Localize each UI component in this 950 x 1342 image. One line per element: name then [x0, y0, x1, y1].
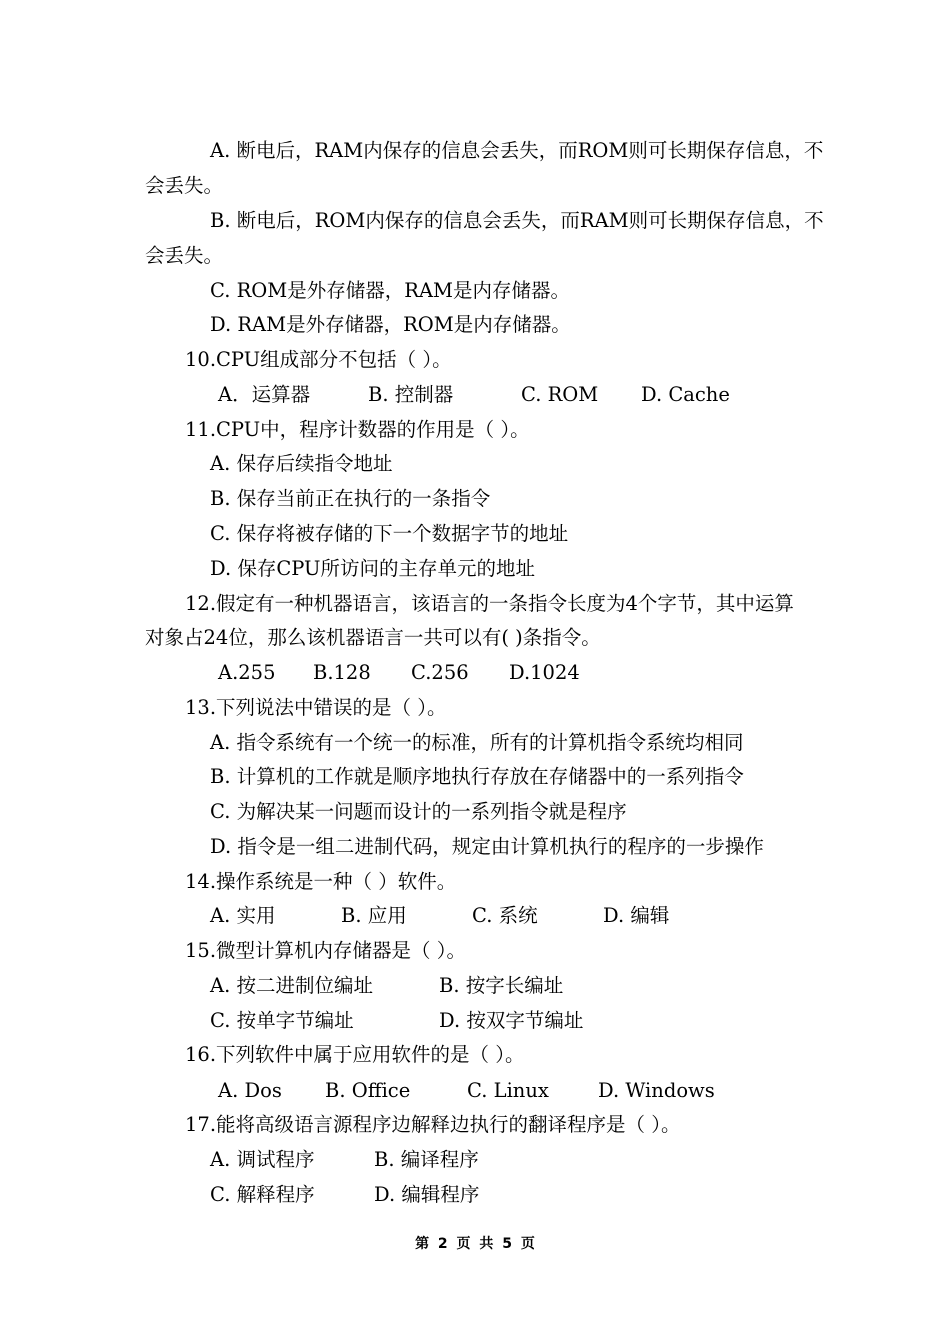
- q14-option-b: B. 应用: [341, 904, 407, 927]
- q15-stem: 15.微型计算机内存储器是（ ）。: [185, 939, 466, 962]
- q12-stem-line2: 对象占24位，那么该机器语言一共可以有( )条指令。: [145, 626, 601, 649]
- q16-option-a: A. Dos: [218, 1079, 282, 1102]
- q9-option-d: D. RAM是外存储器，ROM是内存储器。: [210, 313, 571, 336]
- q10-option-a: A．运算器: [218, 383, 311, 406]
- q14-option-c: C. 系统: [472, 904, 538, 927]
- q12-option-a: A.255: [218, 661, 276, 684]
- q14-option-a: A. 实用: [210, 904, 276, 927]
- q13-option-d: D. 指令是一组二进制代码，规定由计算机执行的程序的一步操作: [210, 835, 764, 858]
- q9-option-a-line2: 会丢失。: [145, 174, 224, 197]
- q12-option-b: B.128: [313, 661, 371, 684]
- q10-stem: 10.CPU组成部分不包括（ ）。: [185, 348, 452, 371]
- q13-option-c: C. 为解决某一问题而设计的一系列指令就是程序: [210, 800, 627, 823]
- q17-option-a: A. 调试程序: [210, 1148, 315, 1171]
- q17-options-row1: [210, 1148, 479, 1172]
- q12-options: [218, 661, 580, 685]
- q14-options: [210, 904, 669, 928]
- q17-options-row2: [210, 1183, 479, 1207]
- q16-option-d: D. Windows: [598, 1079, 715, 1102]
- q10-option-b: B. 控制器: [368, 383, 454, 406]
- q17-option-b: B. 编译程序: [374, 1148, 479, 1171]
- q17-option-d: D. 编辑程序: [374, 1183, 480, 1206]
- page-number-footer: 第 2 页 共 5 页: [415, 1236, 535, 1252]
- q15-options-row1: [210, 974, 563, 998]
- q16-option-c: C. Linux: [467, 1079, 549, 1102]
- q9-option-a-line1: A. 断电后，RAM内保存的信息会丢失，而ROM则可长期保存信息，不: [210, 139, 824, 162]
- q15-option-d: D. 按双字节编址: [439, 1009, 584, 1032]
- q15-options-row2: [210, 1009, 583, 1033]
- q9-option-c: C. ROM是外存储器，RAM是内存储器。: [210, 279, 570, 302]
- q16-stem: 16.下列软件中属于应用软件的是（ ）。: [185, 1043, 525, 1066]
- q15-option-a: A. 按二进制位编址: [210, 974, 373, 997]
- q13-option-b: B. 计算机的工作就是顺序地执行存放在存储器中的一系列指令: [210, 765, 744, 788]
- q16-option-b: B. Office: [325, 1079, 411, 1102]
- q12-option-c: C.256: [411, 661, 469, 684]
- q9-option-b-line2: 会丢失。: [145, 244, 224, 267]
- q11-option-d: D. 保存CPU所访问的主存单元的地址: [210, 557, 535, 580]
- q13-stem: 13.下列说法中错误的是（ ）。: [185, 696, 447, 719]
- q13-option-a: A. 指令系统有一个统一的标准，所有的计算机指令系统均相同: [210, 731, 744, 754]
- q14-stem: 14.操作系统是一种（ ）软件。: [185, 870, 457, 893]
- q11-option-c: C. 保存将被存储的下一个数据字节的地址: [210, 522, 569, 545]
- q15-option-b: B. 按字长编址: [439, 974, 564, 997]
- q11-option-b: B. 保存当前正在执行的一条指令: [210, 487, 491, 510]
- q11-stem: 11.CPU中，程序计数器的作用是（ ）。: [185, 418, 530, 441]
- q15-option-c: C. 按单字节编址: [210, 1009, 354, 1032]
- q10-option-c: C. ROM: [521, 383, 599, 406]
- q14-option-d: D. 编辑: [603, 904, 670, 927]
- q12-option-d: D.1024: [509, 661, 580, 684]
- q12-stem-line1: 12.假定有一种机器语言，该语言的一条指令长度为4个字节，其中运算: [185, 592, 794, 615]
- q16-options: [218, 1079, 715, 1103]
- q10-option-d: D. Cache: [641, 383, 730, 406]
- q17-stem: 17.能将高级语言源程序边解释边执行的翻译程序是（ ）。: [185, 1113, 681, 1136]
- q17-option-c: C. 解释程序: [210, 1183, 315, 1206]
- q10-options: [218, 383, 730, 407]
- q11-option-a: A. 保存后续指令地址: [210, 452, 393, 475]
- q9-option-b-line1: B. 断电后，ROM内保存的信息会丢失，而RAM则可长期保存信息，不: [210, 209, 824, 232]
